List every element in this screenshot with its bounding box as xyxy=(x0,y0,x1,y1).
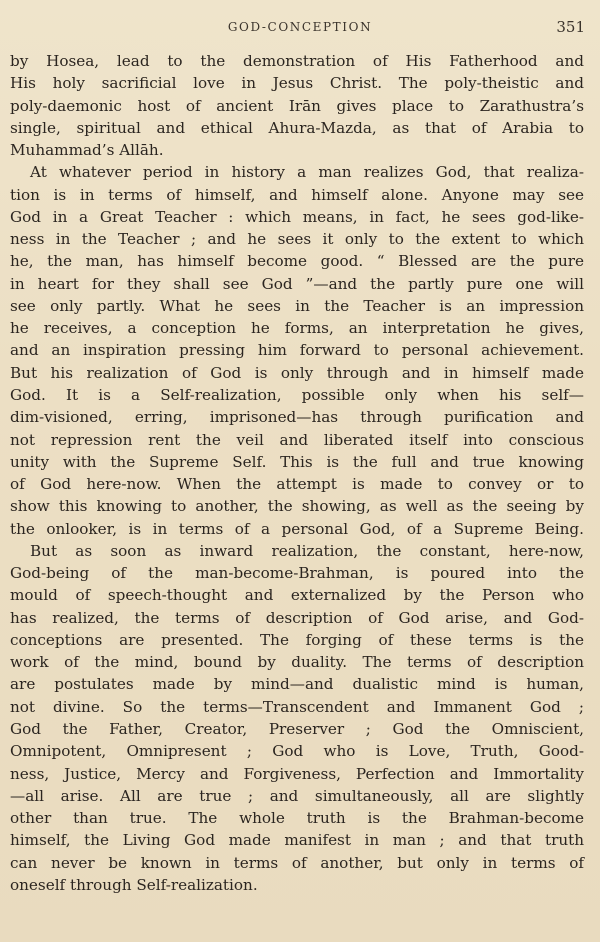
text-line: he, the man, has himself become good. “ Blessed are the pure xyxy=(10,252,584,271)
paragraph-3 xyxy=(10,540,584,896)
text-line: of God here-now. When the attempt is made to convey or to xyxy=(10,475,584,494)
text-line: not divine. So the terms—Transcendent and Immanent God ; xyxy=(10,697,584,716)
text-line: has realized, the terms of description of God arise, and God- xyxy=(10,608,584,627)
text-line: oneself through Self-realization. xyxy=(10,875,258,894)
text-line: God-being of the man-become-Brahman, is poured into the xyxy=(10,564,584,583)
running-head xyxy=(0,20,600,42)
text-line: show this knowing to another, the showing, as well as the seeing by xyxy=(10,497,584,516)
text-line: At whatever period in history a man realizes God, that realiza- xyxy=(30,163,584,182)
text-line: in heart for they shall see God ”—and the partly pure one will xyxy=(10,274,584,293)
text-line: the onlooker, is in terms of a personal God, of a Supreme Being. xyxy=(10,519,584,538)
text-line: But his realization of God is only through and in himself made xyxy=(10,363,584,382)
paragraph-2 xyxy=(10,161,584,540)
text-line: single, spiritual and ethical Ahura-Mazda, as that of Arabia to xyxy=(10,118,584,137)
text-line: God in a Great Teacher : which means, in fact, he sees god-like- xyxy=(10,207,584,226)
text-line: poly-daemonic host of ancient Irān gives place to Zarathustra’s xyxy=(10,96,584,115)
text-line: Omnipotent, Omnipresent ; God who is Love, Truth, Good- xyxy=(10,742,584,761)
text-line: God. It is a Self-realization, possible only when his self— xyxy=(10,385,584,404)
text-line: are postulates made by mind—and dualistic mind is human, xyxy=(10,675,584,694)
text-line: he receives, a conception he forms, an interpretation he gives, xyxy=(10,319,584,338)
text-line: conceptions are presented. The forging of these terms is the xyxy=(10,630,584,649)
text-line: Muhammad’s Allāh. xyxy=(10,141,164,160)
text-line: ness, Justice, Mercy and Forgiveness, Perfection and Immortality xyxy=(10,764,584,783)
text-line: —all arise. All are true ; and simultaneously, all are slightly xyxy=(10,786,584,805)
text-line: not repression rent the veil and liberated itself into conscious xyxy=(10,430,584,449)
text-line: mould of speech-thought and externalized by the Person who xyxy=(10,586,584,605)
text-line: God the Father, Creator, Preserver ; God the Omniscient, xyxy=(10,719,584,738)
text-line: unity with the Supreme Self. This is the full and true knowing xyxy=(10,452,584,471)
text-line: ness in the Teacher ; and he sees it only to the extent to which xyxy=(10,230,584,249)
text-line: tion is in terms of himself, and himself alone. Anyone may see xyxy=(10,185,584,204)
text-line: by Hosea, lead to the demonstration of His Fatherhood and xyxy=(10,52,584,70)
page-number: 351 xyxy=(556,18,585,36)
paragraph-1 xyxy=(10,50,584,161)
text-line: can never be known in terms of another, but only in terms of xyxy=(10,853,584,872)
body-text xyxy=(10,50,584,896)
text-line: other than true. The whole truth is the Brahman-become xyxy=(10,809,584,828)
text-line: and an inspiration pressing him forward to personal achievement. xyxy=(10,341,584,360)
text-line: see only partly. What he sees in the Teacher is an impression xyxy=(10,296,584,315)
page-title: GOD-CONCEPTION xyxy=(227,20,373,34)
text-line: dim-visioned, erring, imprisoned—has through purification and xyxy=(10,408,584,427)
text-line: His holy sacrificial love in Jesus Christ. The poly-theistic and xyxy=(10,74,584,93)
text-line: But as soon as inward realization, the constant, here-now, xyxy=(30,541,584,560)
text-line: himself, the Living God made manifest in man ; and that truth xyxy=(10,831,584,850)
text-line: work of the mind, bound by duality. The terms of description xyxy=(10,653,584,672)
